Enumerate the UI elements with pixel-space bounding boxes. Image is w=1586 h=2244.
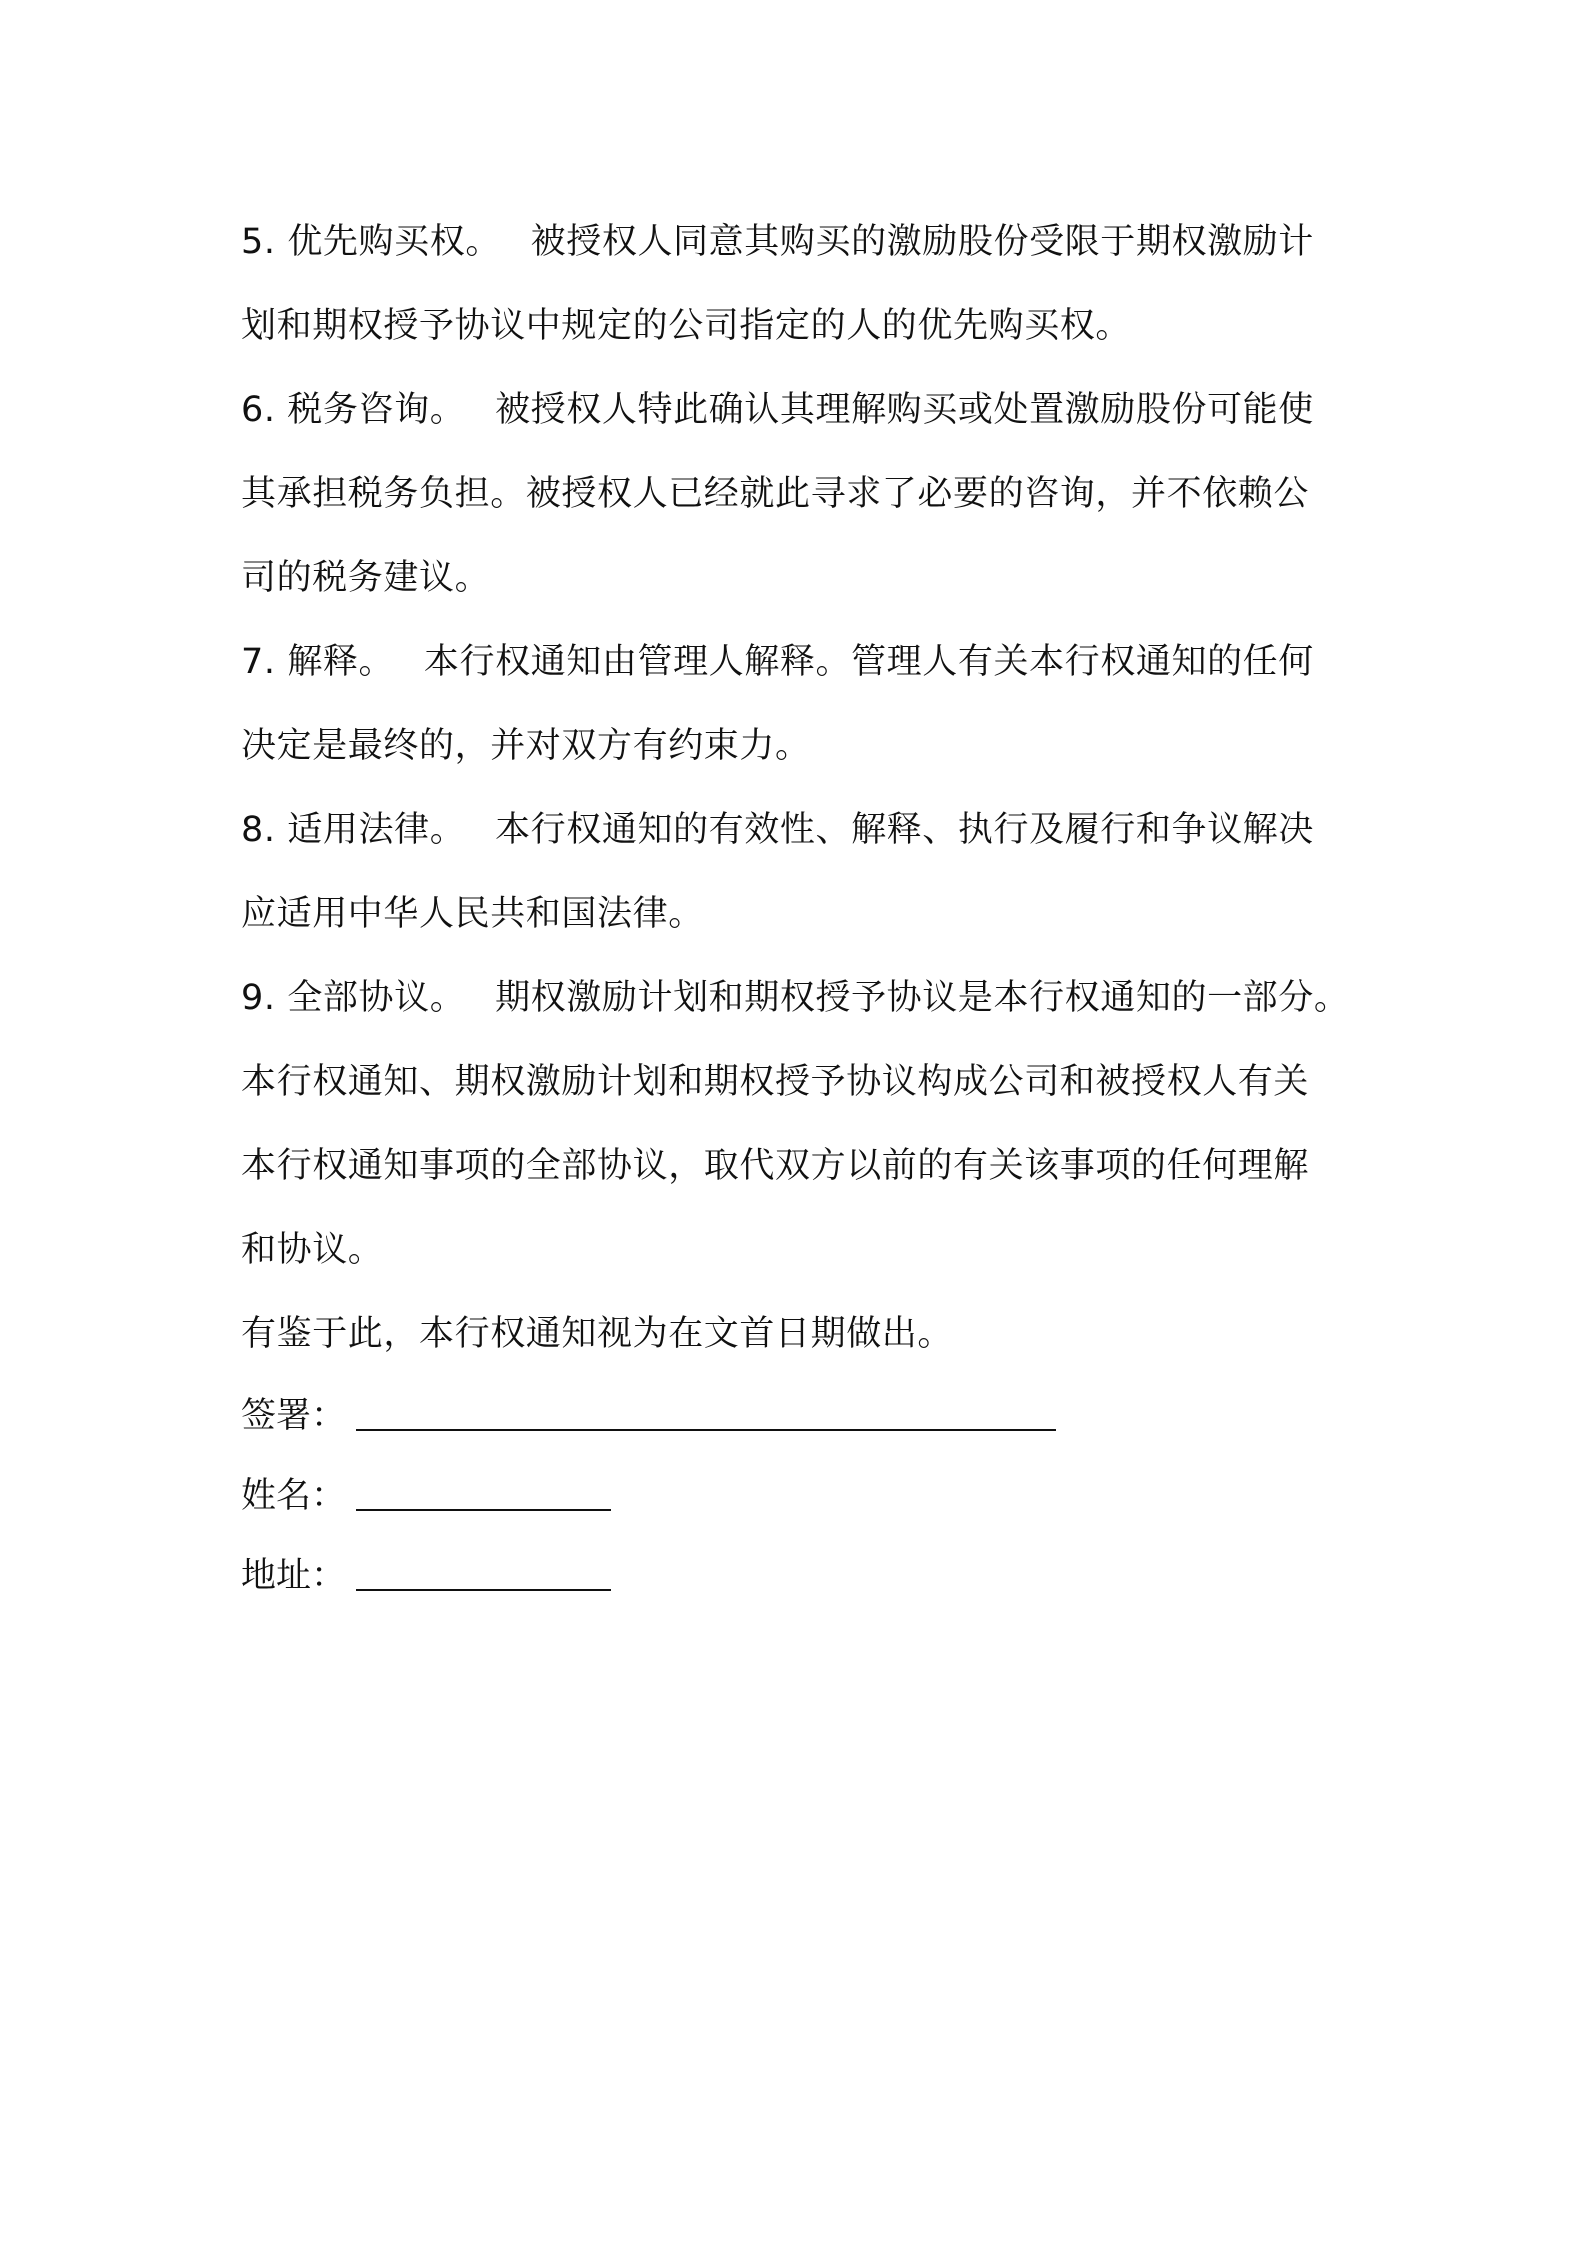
clause-5-line-1 (241, 200, 1371, 284)
clause-heading: 优先购买权。 (287, 222, 501, 262)
clause-text: 决定是最终的，并对双方有约束力。 (241, 726, 811, 766)
clause-6-line-1 (241, 368, 1371, 452)
signature-line (241, 1376, 1371, 1456)
clause-text: 本行权通知事项的全部协议，取代双方以前的有关该事项的任何理解 (241, 1146, 1310, 1186)
clause-text: 期权激励计划和期权授予协议是本行权通知的一部分。 (495, 978, 1350, 1018)
clause-text: 被授权人特此确认其理解购买或处置激励股份可能使 (495, 390, 1314, 430)
name-label: 姓名： (241, 1476, 347, 1516)
name-blank (356, 1509, 611, 1511)
clause-heading: 适用法律。 (287, 810, 466, 850)
address-label: 地址： (241, 1556, 347, 1596)
clause-7-line-2 (241, 704, 1371, 788)
closing-statement (241, 1292, 1371, 1376)
clause-number: 8. (241, 810, 276, 850)
address-blank (356, 1589, 611, 1591)
clause-9-line-3 (241, 1124, 1371, 1208)
clause-text: 本行权通知、期权激励计划和期权授予协议构成公司和被授权人有关 (241, 1062, 1310, 1102)
clause-text: 司的税务建议。 (241, 558, 491, 598)
clause-number: 6. (241, 390, 276, 430)
clause-text: 本行权通知由管理人解释。管理人有关本行权通知的任何 (423, 642, 1314, 682)
name-line (241, 1456, 1371, 1536)
clause-8-line-2 (241, 872, 1371, 956)
closing-text: 有鉴于此，本行权通知视为在文首日期做出。 (241, 1314, 954, 1354)
clause-heading: 解释。 (287, 642, 395, 682)
signature-blank (356, 1429, 1056, 1431)
clause-7-line-1 (241, 620, 1371, 704)
clause-heading: 税务咨询。 (287, 390, 466, 430)
clause-text: 应适用中华人民共和国法律。 (241, 894, 704, 934)
clause-number: 9. (241, 978, 276, 1018)
signature-label: 签署： (241, 1396, 347, 1436)
signature-block (241, 1376, 1371, 1616)
clause-6-line-2 (241, 452, 1371, 536)
clause-5-line-2 (241, 284, 1371, 368)
clause-number: 5. (241, 222, 276, 262)
clause-text: 划和期权授予协议中规定的公司指定的人的优先购买权。 (241, 306, 1132, 346)
address-line (241, 1536, 1371, 1616)
clause-text: 和协议。 (241, 1230, 384, 1270)
clause-6-line-3 (241, 536, 1371, 620)
clause-9-line-4 (241, 1208, 1371, 1292)
clause-text: 被授权人同意其购买的激励股份受限于期权激励计 (530, 222, 1314, 262)
clause-text: 其承担税务负担。被授权人已经就此寻求了必要的咨询，并不依赖公 (241, 474, 1310, 514)
clause-9-line-2 (241, 1040, 1371, 1124)
clause-heading: 全部协议。 (287, 978, 466, 1018)
clause-text: 本行权通知的有效性、解释、执行及履行和争议解决 (495, 810, 1314, 850)
clause-8-line-1 (241, 788, 1371, 872)
document-body (241, 200, 1371, 1616)
clause-number: 7. (241, 642, 276, 682)
clause-9-line-1 (241, 956, 1371, 1040)
